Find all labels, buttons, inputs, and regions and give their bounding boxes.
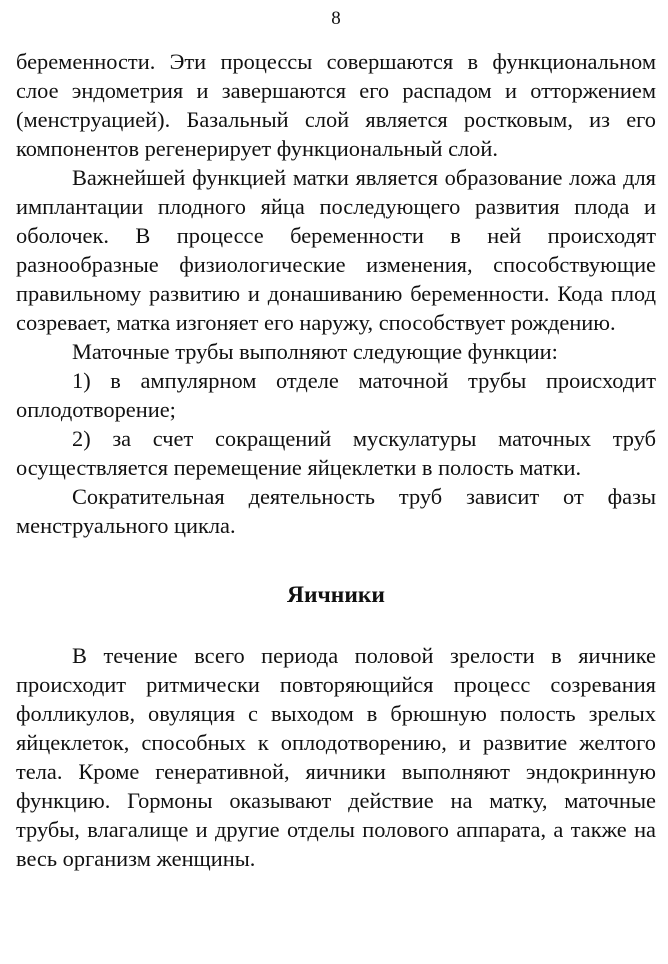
page-number: 8	[331, 8, 341, 29]
section-heading-ovaries: Яичники	[287, 582, 385, 608]
paragraph-uterus-function: Важнейшей функцией матки является образование ложа для имплантации плодного яйца последующего развития плода и оболочек. В процессе беременности в ней происходят разнообразные физиологические изменения, способствующие правильному развитию и донашиванию беременности. Кода плод созревает, матка изгоняет его наружу, способствует рождению.	[16, 165, 656, 335]
paragraph-ovaries: В течение всего периода половой зрелости в яичнике происходит ритмически повторяющийся процесс созревания фолликулов, овуляция с выходом в брюшную полость зрелых яйцеклеток, способных к оплодотворению, и развитие желтого тела. Кроме генеративной, яичники выполняют эндокринную функцию. Гормоны оказывают действие на матку, маточные трубы, влагалище и другие отделы полового аппарата, а также на весь организм женщины.	[16, 643, 656, 871]
paragraph-tubes-contractility: Сократительная деятельность труб зависит от фазы менструального цикла.	[16, 484, 656, 538]
paragraph-tubes-intro: Маточные трубы выполняют следующие функции:	[72, 339, 558, 364]
list-item-tubes-1: 1) в ампулярном отделе маточной трубы происходит оплодотворение;	[16, 368, 656, 422]
paragraph-pregnancy-cont: беременности. Эти процессы совершаются в функциональном слое эндометрия и завершаются его распадом и отторжением (менструацией). Базальный слой является ростковым, из его компонентов регенерирует функциональный слой.	[16, 49, 656, 161]
list-item-tubes-2: 2) за счет сокращений мускулатуры маточных труб осуществляется перемещение яйцеклетки в полость матки.	[16, 426, 656, 480]
document-page	[16, 0, 656, 873]
